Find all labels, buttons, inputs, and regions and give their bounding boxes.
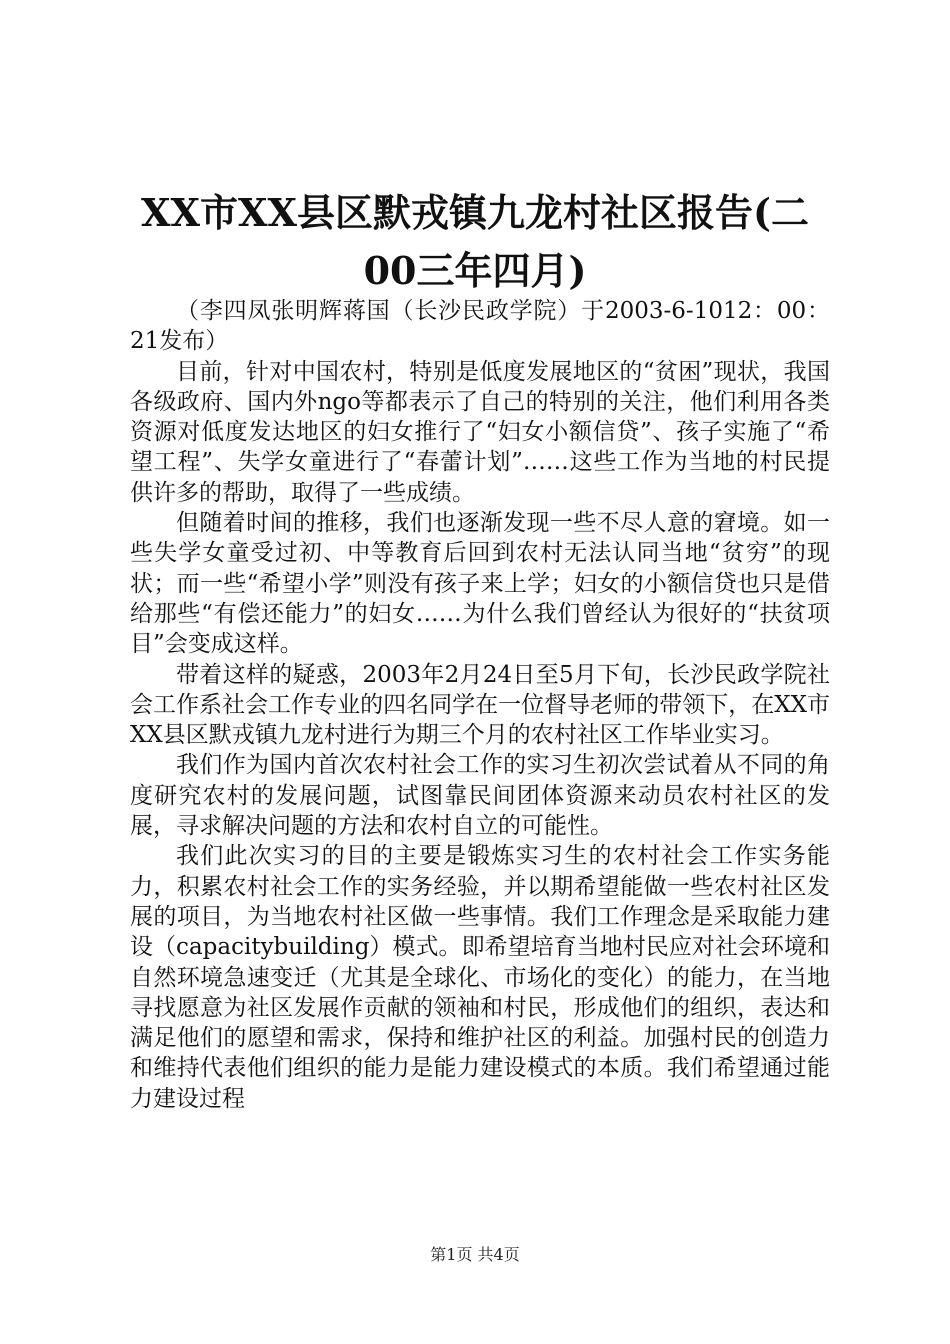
byline-paragraph: （李四凤张明辉蒋国（长沙民政学院）于2003-6-1012：00：21发布）	[130, 298, 830, 355]
paragraph: 我们此次实习的目的主要是锻炼实习生的农村社会工作实务能力，积累农村社会工作的实务经验，并以期希望能做一些农村社区发展的项目，为当地农村社区做一些事情。我们工作理念是采取能力建设（capacitybuilding）模式。即希望培育当地村民应对社会环境和自然环境急速变迁（尤其是全球化、市场化的变化）的能力，在当地寻找愿意为社区发展作贡献的领袖和村民，形成他们的组织，表达和满足他们的愿望和需求，保持和维护社区的利益。加强村民的创造力和维持代表他们组织的能力是能力建设模式的本质。我们希望通过能力建设过程	[130, 843, 830, 1112]
paragraph: 目前，针对中国农村，特别是低度发展地区的“贫困”现状，我国各级政府、国内外ngo等都表示了自己的特别的关注，他们利用各类资源对低度发达地区的妇女推行了“妇女小额信贷”、孩子实施了“希望工程”、失学女童进行了“春蕾计划”……这些工作为当地的村民提供许多的帮助，取得了一些成绩。	[130, 358, 830, 506]
document-body	[130, 296, 830, 1114]
page-footer: 第1页 共4页	[430, 1245, 520, 1264]
paragraph: 带着这样的疑惑，2003年2月24日至5月下旬，长沙民政学院社会工作系社会工作专业的四名同学在一位督导老师的带领下，在XX市XX县区默戎镇九龙村进行为期三个月的农村社区工作毕业实习。	[130, 661, 830, 749]
paragraph: 但随着时间的推移，我们也逐渐发现一些不尽人意的窘境。如一些失学女童受过初、中等教育后回到农村无法认同当地“贫穷”的现状；而一些“希望小学”则没有孩子来上学；妇女的小额信贷也只是借给那些“有偿还能力”的妇女……为什么我们曾经认为很好的“扶贫项目”会变成这样。	[130, 510, 830, 658]
document-title: XX市XX县区默戎镇九龙村社区报告(二00三年四月)	[141, 190, 809, 293]
paragraph: 我们作为国内首次农村社会工作的实习生初次尝试着从不同的角度研究农村的发展问题，试图靠民间团体资源来动员农村社区的发展，寻求解决问题的方法和农村自立的可能性。	[130, 752, 830, 840]
